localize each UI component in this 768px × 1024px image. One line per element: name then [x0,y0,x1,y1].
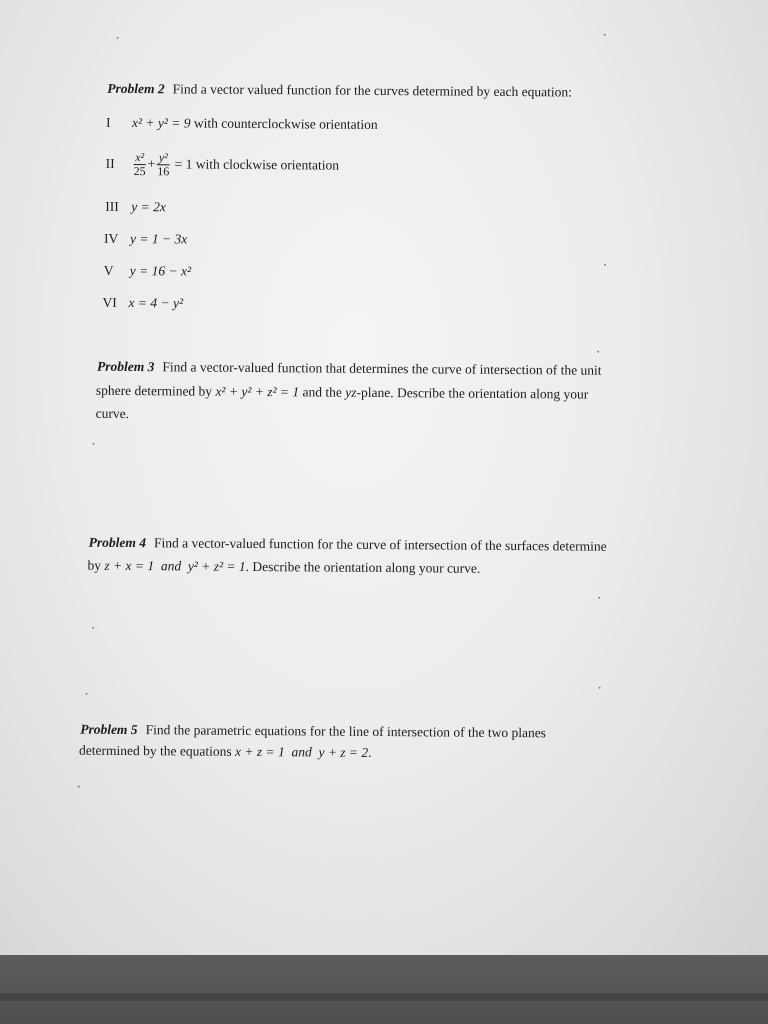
problem-3-text-a: sphere determined by [95,382,213,399]
problem-4-text-a: by [87,557,102,573]
item-label: V [103,262,114,278]
problem-5-line-1: Find the parametric equations for the line of intersection of the two planes [145,722,547,741]
problem-3-heading [97,359,602,379]
item-note: with clockwise orientation [195,156,340,173]
item-label: VI [102,294,117,310]
problem-3-text-b: and the [302,384,343,400]
problem-4-line-1: Find a vector-valued function for the curve of intersection of the surfaces determine [154,535,607,554]
item-note: with counterclockwise orientation [193,115,378,132]
problem-3-title: Problem 3 [97,358,155,375]
paper-speck [604,264,606,266]
problem-5-equation: x + z = 1 and y + z = 2 [234,743,369,760]
problem-2-item-6 [103,295,184,312]
item-equation: y = 1 − 3x [130,231,188,247]
problem-5-text-a: determined by the equations [79,742,232,759]
problem-3-plane: yz [345,384,357,400]
item-label: II [105,155,115,171]
paper-speck [85,693,87,695]
item-equation: y = 16 − x² [129,263,192,279]
desk-surface [0,955,768,1024]
fraction-x [132,151,148,178]
problem-3-equation: x² + y² + z² = 1 [215,383,300,400]
paper-speck [92,627,94,629]
problem-5-line-2 [79,743,372,761]
fraction-y [155,152,171,179]
problem-2-item-4 [104,231,187,248]
item-label: III [105,198,119,214]
problem-5-text-b: . [368,744,372,760]
fraction-y-denominator: 16 [157,164,170,179]
problem-3-text-c: -plane. Describe the orientation along your [356,384,589,402]
fraction-x-denominator: 25 [133,164,146,179]
paper-speck [78,786,80,788]
paper-speck [599,687,601,689]
fraction-y-numerator: y² [157,152,170,166]
item-equation: y = 2x [131,199,166,215]
fraction-x-numerator: x² [133,151,146,165]
problem-2-item-5 [104,263,191,280]
problem-4-equation: z + x = 1 and y² + z² = 1 [104,557,246,574]
problem-3-line-1: Find a vector-valued function that determines the curve of intersection of the unit [162,359,602,378]
problem-5-title: Problem 5 [80,721,138,738]
item-label: IV [104,230,119,246]
paper-speck [117,37,119,39]
problem-2-item-1 [106,115,378,133]
problem-4-text-b: . Describe the orientation along your curve. [245,558,481,576]
problem-2-text: Find a vector valued function for the curves determined by each equation: [172,81,572,100]
problem-5-heading [80,722,546,742]
problem-2-heading [107,81,572,101]
problem-2-item-2 [106,150,340,180]
problem-2-item-3 [105,199,166,215]
item-label: I [105,114,111,130]
plus-sign: + [147,156,156,172]
problem-4-heading [89,535,607,555]
problem-4-title: Problem 4 [88,534,147,551]
paper-speck [92,443,94,445]
paper-speck [597,351,599,353]
paper-speck [604,34,606,36]
problem-3-line-2 [96,383,588,403]
problem-2-title: Problem 2 [107,80,165,97]
problem-4-line-2 [87,558,480,577]
problem-3-line-3: curve. [95,405,130,422]
item-equation: x = 4 − y² [128,295,184,311]
equation-rhs: = 1 [174,156,193,172]
paper-speck [598,597,600,599]
item-equation: x² + y² = 9 [131,115,191,131]
